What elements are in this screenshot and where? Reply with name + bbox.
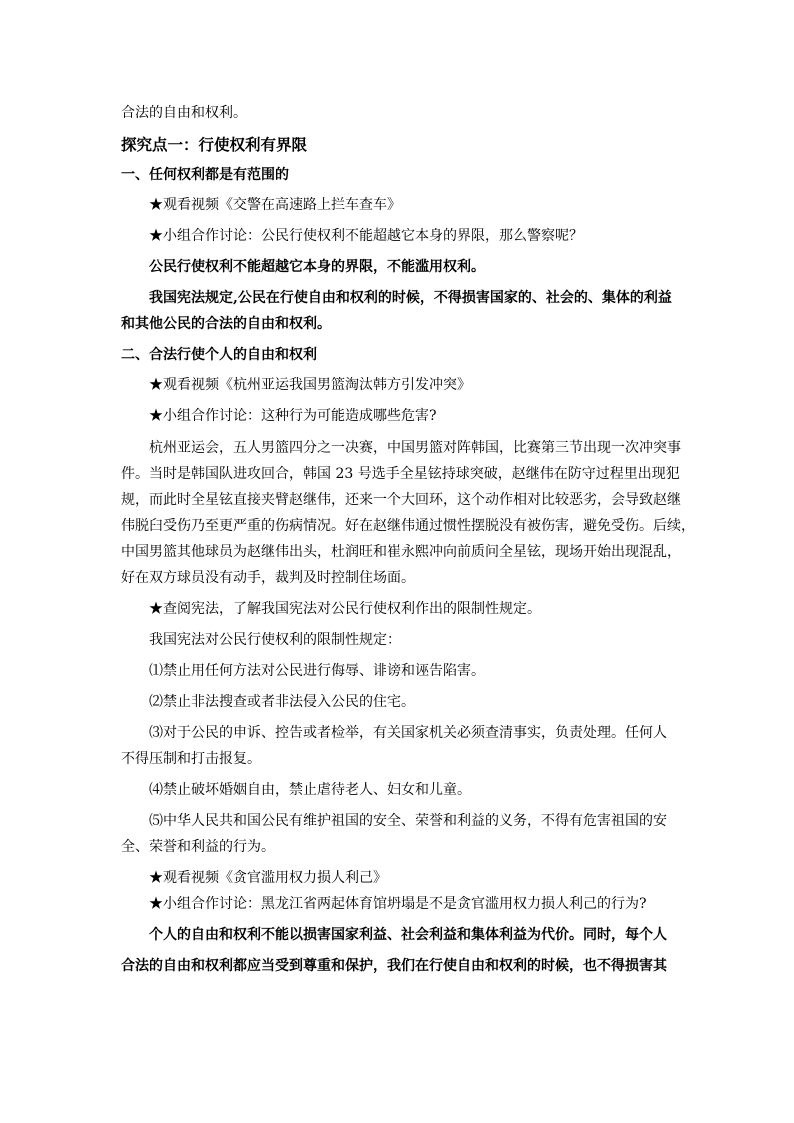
paragraph-line: 伟脱臼受伤乃至更严重的伤病情况。好在赵继伟通过惯性摆脱没有被伤害，避免受伤。后续，	[121, 518, 695, 534]
activity-line: ★观看视频《杭州亚运我国男篮淘汰韩方引发冲突》	[149, 377, 471, 393]
section-heading: 探究点一：行使权利有界限	[121, 135, 308, 154]
activity-line: ★观看视频《交警在高速路上拦车查车》	[149, 197, 401, 213]
conclusion-line: 和其他公民的合法的自由和权利。	[121, 316, 331, 332]
list-item: 不得压制和打击报复。	[121, 751, 261, 767]
list-item: ⑴禁止用任何方法对公民进行侮辱、诽谤和诬告陷害。	[149, 663, 485, 679]
conclusion-line: 个人的自由和权利不能以损害国家利益、社会利益和集体利益为代价。同时，每个人	[149, 927, 667, 943]
paragraph-line: 中国男篮其他球员为赵继伟出头，杜润旺和崔永熙冲向前质问全星铉，现场开始出现混乱，	[121, 544, 681, 560]
paragraph-line: 杭州亚运会，五人男篮四分之一决赛，中国男篮对阵韩国，比赛第三节出现一次冲突事	[149, 440, 681, 456]
list-item: 全、荣誉和利益的行为。	[121, 839, 275, 855]
subsection-heading: 一、任何权利都是有范围的	[121, 167, 289, 183]
activity-line: ★小组合作讨论：这种行为可能造成哪些危害?	[149, 408, 437, 424]
list-item: ⑸中华人民共和国公民有维护祖国的安全、荣誉和利益的义务，不得有危害祖国的安	[149, 813, 667, 829]
paragraph-line: 我国宪法对公民行使权利的限制性规定：	[149, 632, 401, 648]
activity-line: ★查阅宪法，了解我国宪法对公民行使权利作出的限制性规定。	[149, 601, 541, 617]
paragraph-line: 规，而此时全星铉直接夹臂赵继伟，还来一个大回环，这个动作相对比较恶劣，会导致赵继	[121, 492, 681, 508]
subsection-heading: 二、合法行使个人的自由和权利	[121, 347, 317, 363]
paragraph-line: 好在双方球员没有动手，裁判及时控制住场面。	[121, 570, 415, 586]
list-item: ⑵禁止非法搜查或者非法侵入公民的住宅。	[149, 694, 415, 710]
activity-line: ★观看视频《贪官滥用权力损人利己》	[149, 870, 387, 886]
list-item: ⑷禁止破坏婚姻自由，禁止虐待老人、妇女和儿童。	[149, 782, 471, 798]
paragraph-line: 件。当时是韩国队进攻回合，韩国 23 号选手全星铉持球突破，赵继伟在防守过程里出现犯	[121, 466, 680, 482]
activity-line: ★小组合作讨论：黑龙江省两起体育馆坍塌是不是贪官滥用权力损人利己的行为?	[149, 896, 647, 912]
conclusion-line: 我国宪法规定,公民在行使自由和权利的时候，不得损害国家的、社会的、集体的利益	[149, 290, 672, 306]
text-line: 合法的自由和权利。	[121, 105, 247, 121]
activity-line: ★小组合作讨论：公民行使权利不能超越它本身的界限，那么警察呢？	[149, 228, 583, 244]
list-item: ⑶对于公民的申诉、控告或者检举，有关国家机关必须查清事实，负责处理。任何人	[149, 725, 667, 741]
conclusion-line: 合法的自由和权利都应当受到尊重和保护，我们在行使自由和权利的时候，也不得损害其	[121, 958, 667, 974]
conclusion-line: 公民行使权利不能超越它本身的界限，不能滥用权利。	[149, 259, 485, 275]
